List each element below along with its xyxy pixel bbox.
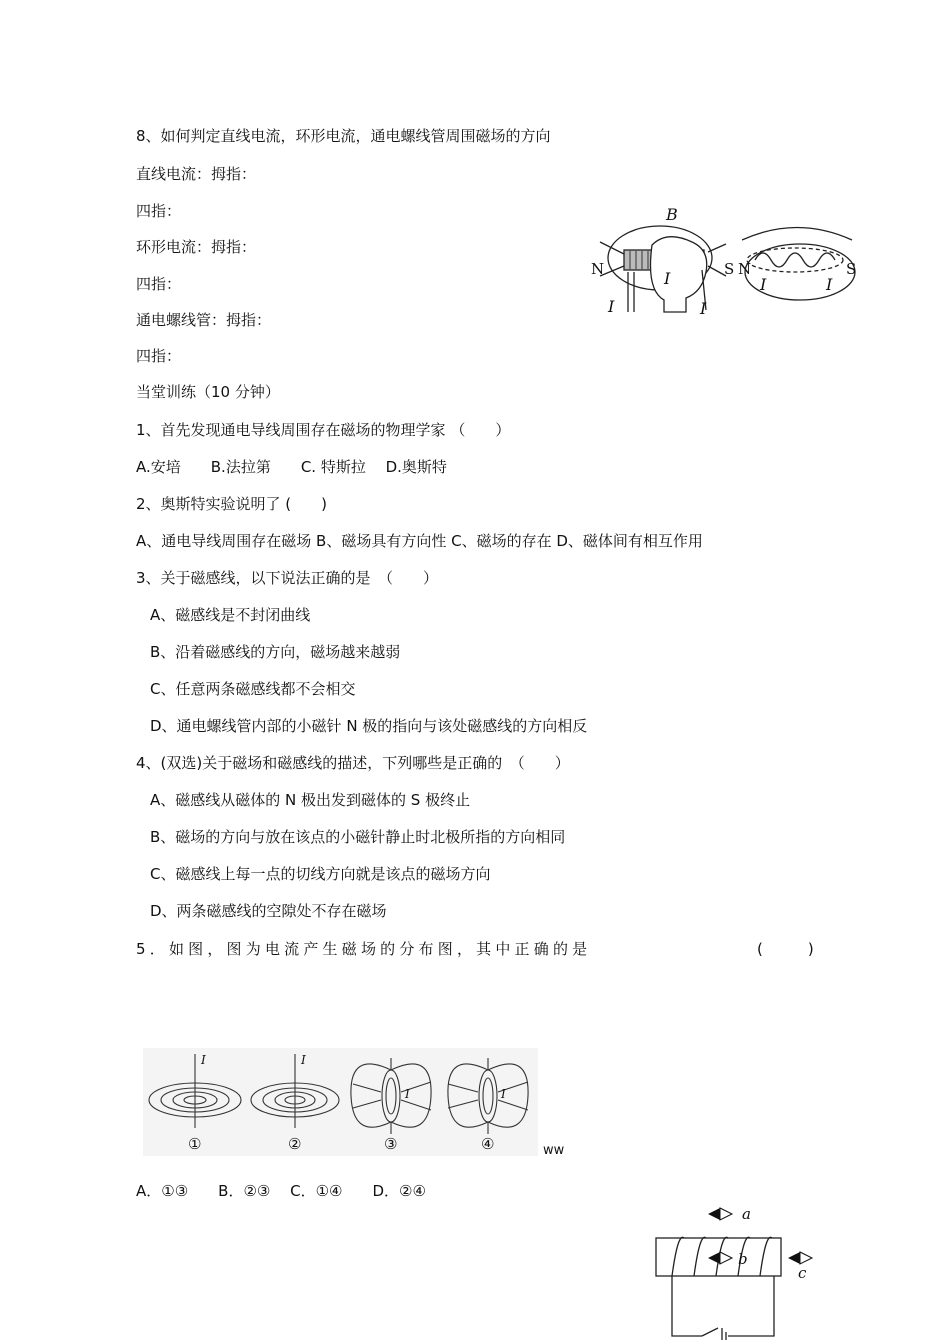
label-I-coil-right: I	[826, 275, 833, 294]
label-N-right: N	[738, 260, 752, 278]
panel-1-current-label: I	[201, 1053, 206, 1067]
q3-stem: 3、关于磁感线，以下说法正确的是 （ ）	[136, 569, 439, 587]
q3-option-c: C、任意两条磁感线都不会相交	[150, 680, 356, 698]
straight-current-fingers: 四指：	[136, 202, 182, 220]
label-I-coil-left: I	[760, 275, 767, 294]
label-a: a	[742, 1205, 751, 1223]
field-line-right-top	[742, 228, 852, 241]
q1-stem: 1、首先发现通电导线周围存在磁场的物理学家 （ ）	[136, 421, 511, 439]
compass-needle-c-tail	[800, 1252, 812, 1264]
coil-outline-right	[747, 248, 843, 272]
label-S-left: S	[724, 260, 735, 278]
practice-heading: 当堂训练（10 分钟）	[136, 383, 280, 401]
label-I-mid: I	[664, 269, 671, 288]
ring-current-fingers: 四指：	[136, 275, 182, 293]
label-N-left: N	[591, 260, 605, 278]
q4-option-a: A、磁感线从磁体的 N 极出发到磁体的 S 极终止	[150, 791, 471, 809]
panel-2-current-label: I	[301, 1053, 306, 1067]
battery-icon	[722, 1328, 726, 1340]
switch-icon	[702, 1328, 718, 1336]
coil-loops-right	[755, 253, 835, 267]
compass-needle-b	[708, 1252, 720, 1264]
field-distribution-figure	[143, 1048, 538, 1156]
ring-current-thumb: 环形电流：拇指：	[136, 238, 257, 256]
stray-text: ww	[543, 1143, 565, 1158]
q2-options: A、通电导线周围存在磁场 B、磁场具有方向性 C、磁场的存在 D、磁体间有相互作用	[136, 532, 703, 550]
q5-stem: 5．如图，图为电流产生磁场的分布图，其中正确的是	[136, 940, 592, 958]
q1-options: A.安培 B.法拉第 C. 特斯拉 D.奥斯特	[136, 458, 447, 476]
q3-option-b: B、沿着磁感线的方向，磁场越来越弱	[150, 643, 401, 661]
q5-answer-bracket: ( )	[757, 940, 814, 958]
panel-3-current-label: I	[405, 1087, 410, 1101]
q5-options: A．①③ B．②③ C．①④ D．②④	[136, 1182, 426, 1200]
hand-shape	[651, 237, 707, 312]
label-I-left: I	[608, 297, 615, 316]
q4-option-c: C、磁感线上每一点的切线方向就是该点的磁场方向	[150, 865, 491, 883]
panel-label-3: ③	[384, 1135, 398, 1153]
right-hand-rule-figure	[590, 200, 865, 320]
q4-option-b: B、磁场的方向与放在该点的小磁针静止时北极所指的方向相同	[150, 828, 566, 846]
straight-current-thumb: 直线电流：拇指：	[136, 165, 257, 183]
q3-option-a: A、磁感线是不封闭曲线	[150, 606, 311, 624]
panel-4-current-label: I	[501, 1087, 506, 1101]
panel-label-4: ④	[481, 1135, 495, 1153]
compass-needle-b-tail	[720, 1252, 732, 1264]
circuit-wire	[672, 1276, 774, 1336]
solenoid-thumb: 通电螺线管：拇指：	[136, 311, 272, 329]
label-b: b	[738, 1250, 748, 1268]
label-c: c	[798, 1264, 807, 1282]
compass-needle-a	[708, 1208, 720, 1220]
solenoid-fingers: 四指：	[136, 347, 182, 365]
label-S-right: S	[846, 260, 857, 278]
panel-label-2: ②	[288, 1135, 302, 1153]
q3-option-d: D、通电螺线管内部的小磁针 N 极的指向与该处磁感线的方向相反	[150, 717, 588, 735]
compass-needle-c	[788, 1252, 800, 1264]
compass-needle-a-tail	[720, 1208, 732, 1220]
label-B: B	[666, 205, 678, 224]
section8-title: 8、如何判定直线电流，环形电流，通电螺线管周围磁场的方向	[136, 127, 551, 145]
solenoid-compass-figure	[650, 1200, 825, 1340]
panel-label-1: ①	[188, 1135, 202, 1153]
q2-stem: 2、奥斯特实验说明了 ( )	[136, 495, 328, 513]
label-I-right: I	[700, 299, 707, 318]
q4-option-d: D、两条磁感线的空隙处不存在磁场	[150, 902, 387, 920]
q4-stem: 4、(双选)关于磁场和磁感线的描述，下列哪些是正确的 （ ）	[136, 754, 570, 772]
